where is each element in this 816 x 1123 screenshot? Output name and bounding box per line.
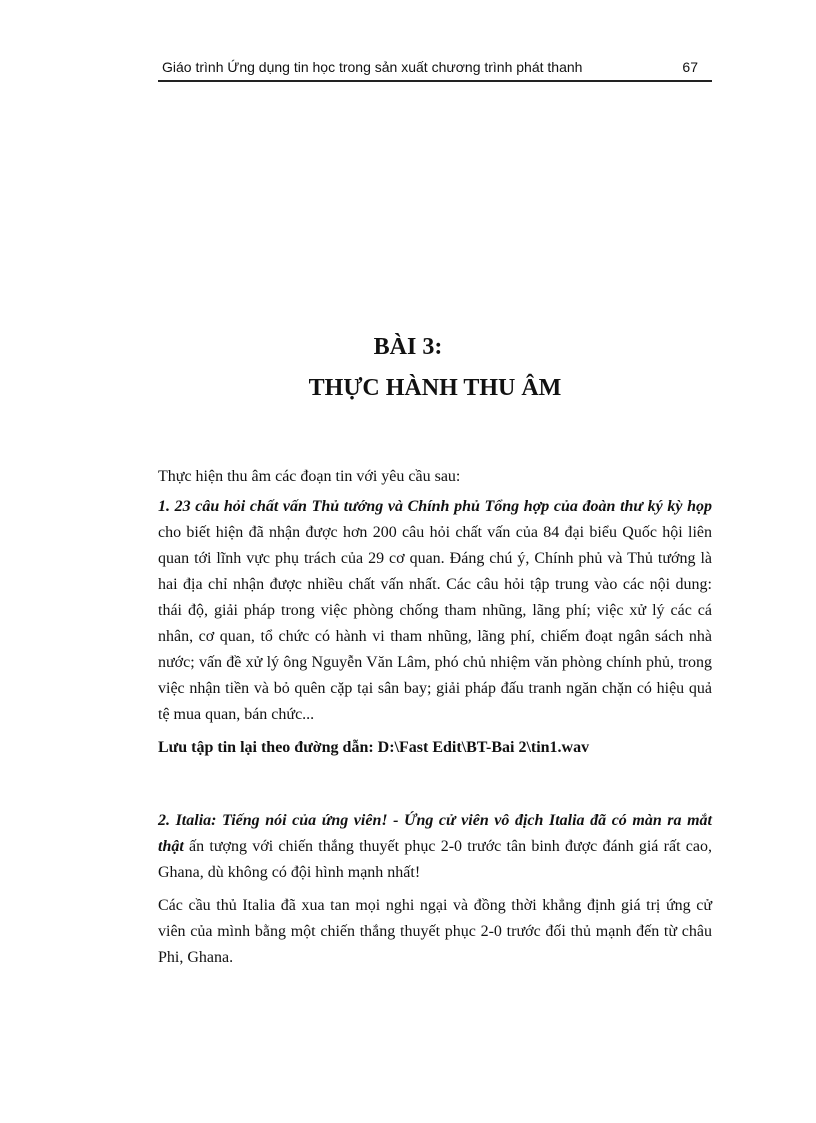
running-title: Giáo trình Ứng dụng tin học trong sản xuất chương trình phát thanh — [162, 59, 583, 75]
item-two-text: ấn tượng với chiến thắng thuyết phục 2-0 trước tân binh được đánh giá rất cao, Ghana, dù không có đội hình mạnh nhất! — [158, 838, 712, 881]
item-two-followup-paragraph: Các cầu thủ Italia đã xua tan mọi nghi ngại và đồng thời khẳng định giá trị ứng cử viên của mình bằng một chiến thắng thuyết phục 2-0 trước đối thủ mạnh đến từ châu Phi, Ghana. — [158, 897, 712, 966]
page-header — [158, 58, 712, 82]
save-path-instruction: Lưu tập tin lại theo đường dẫn: D:\Fast Edit\BT-Bai 2\tin1.wav — [158, 739, 590, 756]
item-one-paragraph — [158, 494, 712, 728]
lesson-number: BÀI 3: — [373, 334, 443, 360]
item-two-paragraph — [158, 808, 712, 886]
item-one-text: cho biết hiện đã nhận được hơn 200 câu hỏi chất vấn của 84 đại biểu Quốc hội liên quan tới lĩnh vực phụ trách của 29 cơ quan. Đáng chú ý, Chính phủ và Thủ tướng là hai địa chỉ nhận được nhiều chất vấn nhất. Các câu hỏi tập trung vào các nội dung: thái độ, giải pháp trong việc phòng chống tham nhũng, lãng phí; việc xử lý các cá nhân, cơ quan, tổ chức có hành vi tham nhũng, lãng phí, chiếm đoạt ngân sách nhà nước; vấn đề xử lý ông Nguyễn Văn Lâm, phó chủ nhiệm văn phòng chính phủ, trong việc nhận tiền và bỏ quên cặp tại sân bay; giải pháp đấu tranh ngăn chặn có hiệu quả tệ mua quan, bán chức... — [158, 524, 712, 723]
lesson-title: THỰC HÀNH THU ÂM — [308, 375, 562, 401]
item-one-lead: 1. 23 câu hỏi chất vấn Thủ tướng và Chính phủ Tổng hợp của đoàn thư ký kỳ họp — [158, 498, 712, 515]
item-two-lead: 2. Italia: Tiếng nói của ứng viên! - Ứng cử viên vô địch Italia đã có màn ra mắt thật — [158, 812, 712, 855]
body-text — [158, 464, 712, 971]
page-number: 67 — [682, 59, 698, 75]
intro-paragraph: Thực hiện thu âm các đoạn tin với yêu cầu sau: — [158, 468, 461, 485]
